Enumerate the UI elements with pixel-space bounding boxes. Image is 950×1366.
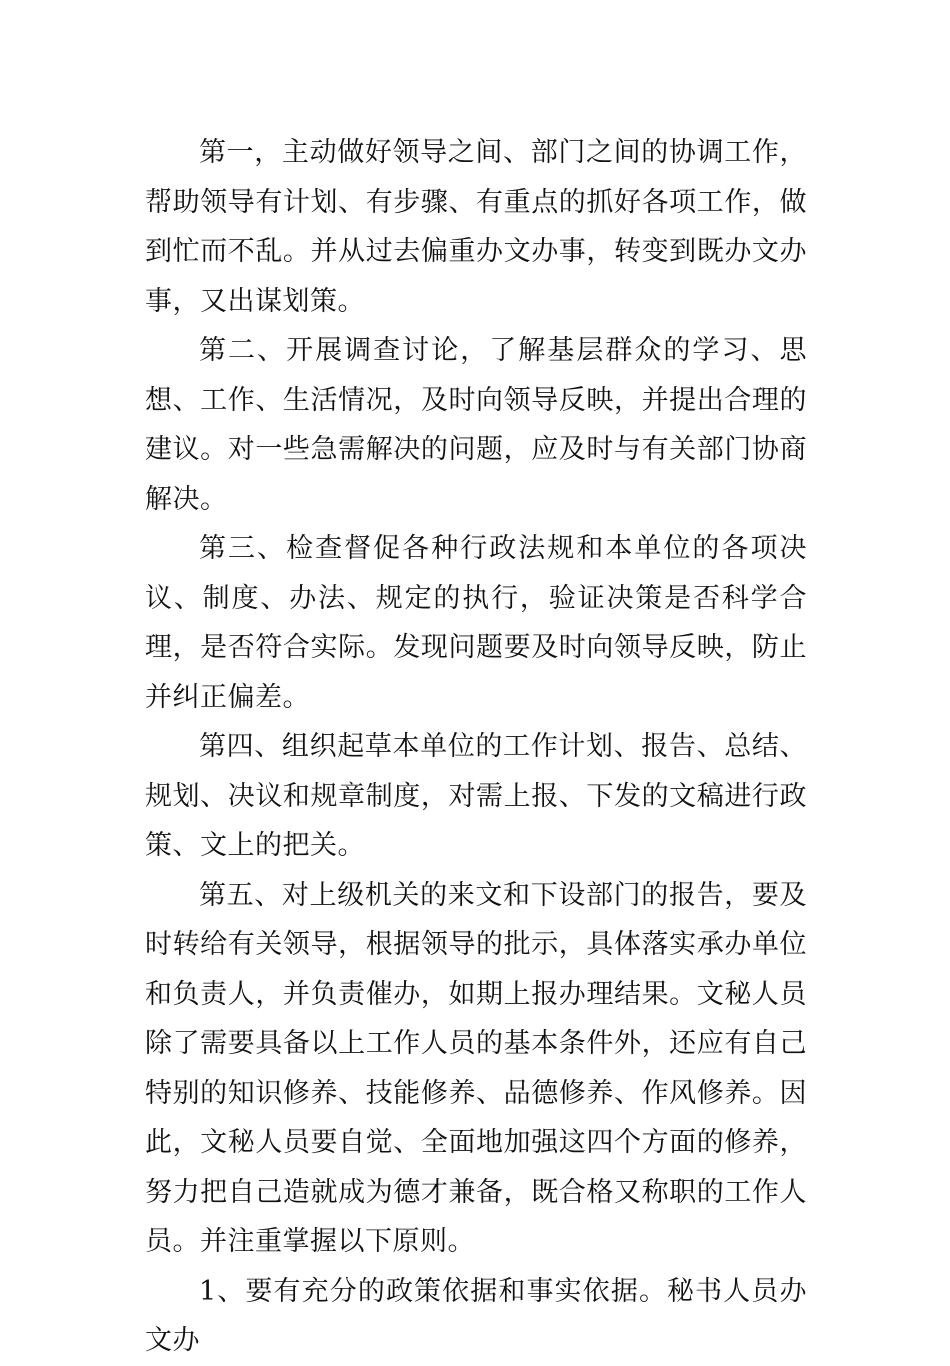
paragraph-4: 第四、组织起草本单位的工作计划、报告、总结、规划、决议和规章制度，对需上报、下发的文稿进行政策、文上的把关。 [145,731,807,861]
paragraph-6: 1、要有充分的政策依据和事实依据。秘书人员办文办 [145,1275,807,1356]
paragraph-5: 第五、对上级机关的来文和下设部门的报告，要及时转给有关领导，根据领导的批示，具体落实承办单位和负责人，并负责催办，如期上报办理结果。文秘人员除了需要具备以上工作人员的基本条件外，还应有自己特别的知识修养、技能修养、品德修养、作风修养。因此，文秘人员要自觉、全面地加强这四个方面的修养，努力把自己造就成为德才兼备，既合格又称职的工作人员。并注重掌握以下原则。 [145,879,807,1257]
document-body [145,128,807,1366]
paragraph-3: 第三、检查督促各种行政法规和本单位的各项决议、制度、办法、规定的执行，验证决策是否科学合理，是否符合实际。发现问题要及时向领导反映，防止并纠正偏差。 [145,533,807,713]
paragraph-1: 第一，主动做好领导之间、部门之间的协调工作，帮助领导有计划、有步骤、有重点的抓好各项工作，做到忙而不乱。并从过去偏重办文办事，转变到既办文办事，又出谋划策。 [145,137,807,317]
paragraph-2: 第二、开展调查讨论，了解基层群众的学习、思想、工作、生活情况，及时向领导反映，并提出合理的建议。对一些急需解决的问题，应及时与有关部门协商解决。 [145,335,807,515]
